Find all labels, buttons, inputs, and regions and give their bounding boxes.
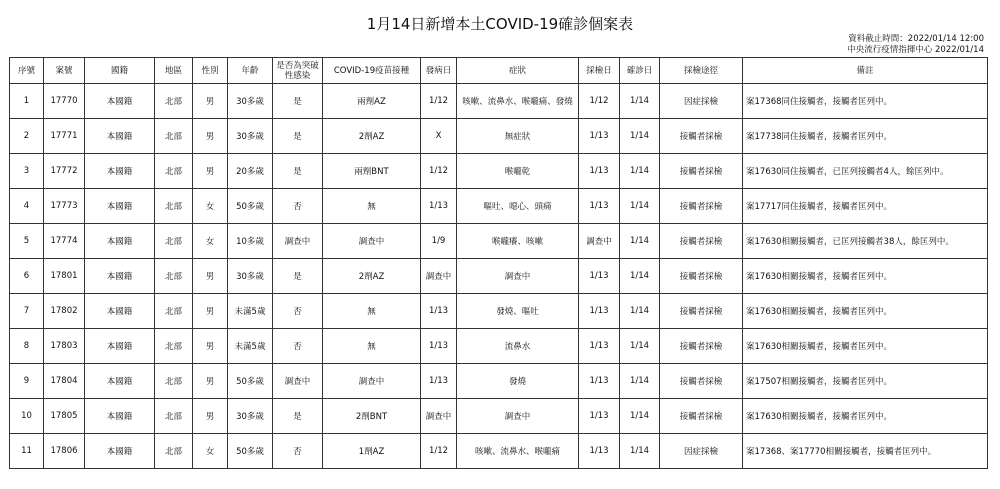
cell-symptoms: 發燒、嘔吐 [457,294,579,329]
cell-confirm-date: 1/14 [620,119,660,154]
cell-remarks: 案17630相關接觸者，接觸者匡列中。 [743,329,988,364]
cell-vaccine: 2劑AZ [323,259,421,294]
cell-breakthrough: 調查中 [273,224,323,259]
cell-sample-date: 調查中 [579,224,620,259]
cell-confirm-date: 1/14 [620,364,660,399]
table-row [10,364,988,399]
cell-breakthrough: 否 [273,434,323,469]
cell-seq: 8 [10,329,44,364]
cell-remarks: 案17507相關接觸者，接觸者匡列中。 [743,364,988,399]
cell-breakthrough: 是 [273,399,323,434]
cell-sex: 男 [193,84,228,119]
cell-symptoms: 喉嚨癢、咳嗽 [457,224,579,259]
cell-sample-date: 1/13 [579,119,620,154]
col-header-vaccine: COVID-19疫苗接種 [323,58,421,84]
cell-case-no: 17805 [44,399,85,434]
col-header-breakthrough: 是否為突破性感染 [273,58,323,84]
cell-nationality: 本國籍 [85,119,155,154]
cell-onset-date: 1/12 [421,84,457,119]
cell-vaccine: 兩劑BNT [323,154,421,189]
cell-seq: 11 [10,434,44,469]
cell-region: 北部 [155,329,193,364]
table-row [10,154,988,189]
cell-confirm-date: 1/14 [620,259,660,294]
cell-sample-date: 1/13 [579,189,620,224]
cell-case-no: 17806 [44,434,85,469]
cell-symptoms: 發燒 [457,364,579,399]
cell-seq: 7 [10,294,44,329]
cell-age: 10多歲 [228,224,273,259]
table-row [10,224,988,259]
cell-symptoms: 調查中 [457,259,579,294]
table-body [10,84,988,469]
col-header-confirm-date: 確診日 [620,58,660,84]
cell-seq: 4 [10,189,44,224]
cell-testing-route: 因症採檢 [660,434,743,469]
cell-seq: 9 [10,364,44,399]
col-header-sex: 性別 [193,58,228,84]
cell-region: 北部 [155,84,193,119]
cell-onset-date: 1/13 [421,329,457,364]
cell-breakthrough: 是 [273,259,323,294]
cell-sample-date: 1/13 [579,154,620,189]
cell-region: 北部 [155,224,193,259]
cell-symptoms: 咳嗽、流鼻水、喉嚨痛、發燒 [457,84,579,119]
cell-symptoms: 喉嚨乾 [457,154,579,189]
cell-vaccine: 2劑BNT [323,399,421,434]
cell-nationality: 本國籍 [85,189,155,224]
cell-vaccine: 1劑AZ [323,434,421,469]
cell-remarks: 案17368同住接觸者，接觸者匡列中。 [743,84,988,119]
cell-testing-route: 接觸者採檢 [660,119,743,154]
table-row [10,329,988,364]
cell-seq: 10 [10,399,44,434]
table-row [10,84,988,119]
cell-testing-route: 接觸者採檢 [660,329,743,364]
cell-nationality: 本國籍 [85,399,155,434]
cell-sample-date: 1/12 [579,84,620,119]
cell-region: 北部 [155,399,193,434]
cell-nationality: 本國籍 [85,154,155,189]
cell-sample-date: 1/13 [579,329,620,364]
cell-remarks: 案17630相關接觸者，接觸者匡列中。 [743,294,988,329]
data-cutoff-time: 資料截止時間：2022/01/14 12:00 [848,34,984,44]
table-row [10,399,988,434]
col-header-onset-date: 發病日 [421,58,457,84]
cell-region: 北部 [155,364,193,399]
col-header-age: 年齡 [228,58,273,84]
col-header-region: 地區 [155,58,193,84]
cell-sex: 男 [193,399,228,434]
cell-testing-route: 因症採檢 [660,84,743,119]
cell-onset-date: 1/9 [421,224,457,259]
cell-breakthrough: 否 [273,294,323,329]
cell-symptoms: 無症狀 [457,119,579,154]
cell-onset-date: 1/13 [421,189,457,224]
cell-case-no: 17801 [44,259,85,294]
data-source: 中央流行疫情指揮中心 2022/01/14 [847,45,984,55]
cell-nationality: 本國籍 [85,294,155,329]
cell-confirm-date: 1/14 [620,154,660,189]
cell-remarks: 案17630同住接觸者，已匡列接觸者4人，餘匡列中。 [743,154,988,189]
cell-seq: 2 [10,119,44,154]
cell-age: 30多歲 [228,259,273,294]
cell-seq: 6 [10,259,44,294]
cell-vaccine: 調查中 [323,224,421,259]
col-header-seq: 序號 [10,58,44,84]
cell-testing-route: 接觸者採檢 [660,259,743,294]
col-header-remarks: 備註 [743,58,988,84]
cell-confirm-date: 1/14 [620,189,660,224]
cell-confirm-date: 1/14 [620,399,660,434]
cell-case-no: 17773 [44,189,85,224]
cell-sex: 男 [193,329,228,364]
cell-symptoms: 嘔吐、噁心、頭痛 [457,189,579,224]
cell-sex: 男 [193,364,228,399]
cell-sample-date: 1/13 [579,399,620,434]
cell-region: 北部 [155,259,193,294]
cell-breakthrough: 調查中 [273,364,323,399]
cell-testing-route: 接觸者採檢 [660,154,743,189]
col-header-case-no: 案號 [44,58,85,84]
cell-breakthrough: 是 [273,119,323,154]
cell-nationality: 本國籍 [85,224,155,259]
cell-onset-date: 1/12 [421,154,457,189]
cell-symptoms: 調查中 [457,399,579,434]
cell-testing-route: 接觸者採檢 [660,399,743,434]
cell-vaccine: 無 [323,329,421,364]
cell-nationality: 本國籍 [85,364,155,399]
cell-region: 北部 [155,154,193,189]
cell-onset-date: 1/13 [421,294,457,329]
cell-sample-date: 1/13 [579,259,620,294]
cell-confirm-date: 1/14 [620,294,660,329]
cell-testing-route: 接觸者採檢 [660,364,743,399]
table-row [10,434,988,469]
cell-onset-date: 1/13 [421,364,457,399]
cell-nationality: 本國籍 [85,84,155,119]
cell-remarks: 案17738同住接觸者，接觸者匡列中。 [743,119,988,154]
cell-vaccine: 兩劑AZ [323,84,421,119]
cell-case-no: 17772 [44,154,85,189]
table-row [10,294,988,329]
cell-case-no: 17770 [44,84,85,119]
cell-case-no: 17771 [44,119,85,154]
cell-onset-date: X [421,119,457,154]
cell-testing-route: 接觸者採檢 [660,294,743,329]
cell-age: 30多歲 [228,84,273,119]
cell-testing-route: 接觸者採檢 [660,189,743,224]
cell-vaccine: 2劑AZ [323,119,421,154]
col-header-nationality: 國籍 [85,58,155,84]
cell-vaccine: 無 [323,294,421,329]
cell-nationality: 本國籍 [85,259,155,294]
col-header-sample-date: 採檢日 [579,58,620,84]
cell-region: 北部 [155,434,193,469]
cell-region: 北部 [155,189,193,224]
cell-sample-date: 1/13 [579,434,620,469]
cell-age: 50多歲 [228,434,273,469]
cell-age: 30多歲 [228,119,273,154]
cell-region: 北部 [155,119,193,154]
cell-symptoms: 咳嗽、流鼻水、喉嚨痛 [457,434,579,469]
cell-remarks: 案17630相關接觸者，接觸者匡列中。 [743,399,988,434]
cell-age: 50多歲 [228,364,273,399]
cell-sex: 男 [193,119,228,154]
table-row [10,259,988,294]
cell-remarks: 案17368、案17770相關接觸者，接觸者匡列中。 [743,434,988,469]
cell-confirm-date: 1/14 [620,224,660,259]
cell-case-no: 17803 [44,329,85,364]
cell-case-no: 17802 [44,294,85,329]
cell-vaccine: 無 [323,189,421,224]
col-header-testing-route: 採檢途徑 [660,58,743,84]
cell-confirm-date: 1/14 [620,434,660,469]
cell-sample-date: 1/13 [579,364,620,399]
cell-breakthrough: 否 [273,329,323,364]
cell-seq: 1 [10,84,44,119]
cell-sex: 女 [193,434,228,469]
cell-sex: 男 [193,154,228,189]
case-table [9,57,988,469]
cell-remarks: 案17630相關接觸者，已匡列接觸者38人，餘匡列中。 [743,224,988,259]
cell-symptoms: 流鼻水 [457,329,579,364]
table-row [10,189,988,224]
cell-sex: 男 [193,259,228,294]
cell-onset-date: 調查中 [421,259,457,294]
cell-nationality: 本國籍 [85,329,155,364]
page-title: 1月14日新增本土COVID-19確診個案表 [366,15,634,33]
cell-remarks: 案17630相關接觸者，接觸者匡列中。 [743,259,988,294]
cell-sex: 女 [193,224,228,259]
cell-case-no: 17804 [44,364,85,399]
cell-breakthrough: 是 [273,154,323,189]
cell-onset-date: 調查中 [421,399,457,434]
cell-seq: 5 [10,224,44,259]
cell-vaccine: 調查中 [323,364,421,399]
cell-age: 未滿5歲 [228,329,273,364]
cell-breakthrough: 否 [273,189,323,224]
cell-age: 30多歲 [228,399,273,434]
table-row [10,119,988,154]
cell-sex: 男 [193,294,228,329]
cell-age: 未滿5歲 [228,294,273,329]
cell-confirm-date: 1/14 [620,329,660,364]
cell-nationality: 本國籍 [85,434,155,469]
table-header-row [10,58,988,84]
cell-sample-date: 1/13 [579,294,620,329]
cell-remarks: 案17717同住接觸者，接觸者匡列中。 [743,189,988,224]
cell-breakthrough: 是 [273,84,323,119]
cell-seq: 3 [10,154,44,189]
cell-onset-date: 1/12 [421,434,457,469]
cell-region: 北部 [155,294,193,329]
cell-sex: 女 [193,189,228,224]
cell-case-no: 17774 [44,224,85,259]
cell-age: 20多歲 [228,154,273,189]
cell-confirm-date: 1/14 [620,84,660,119]
col-header-symptoms: 症狀 [457,58,579,84]
cell-age: 50多歲 [228,189,273,224]
cell-testing-route: 接觸者採檢 [660,224,743,259]
